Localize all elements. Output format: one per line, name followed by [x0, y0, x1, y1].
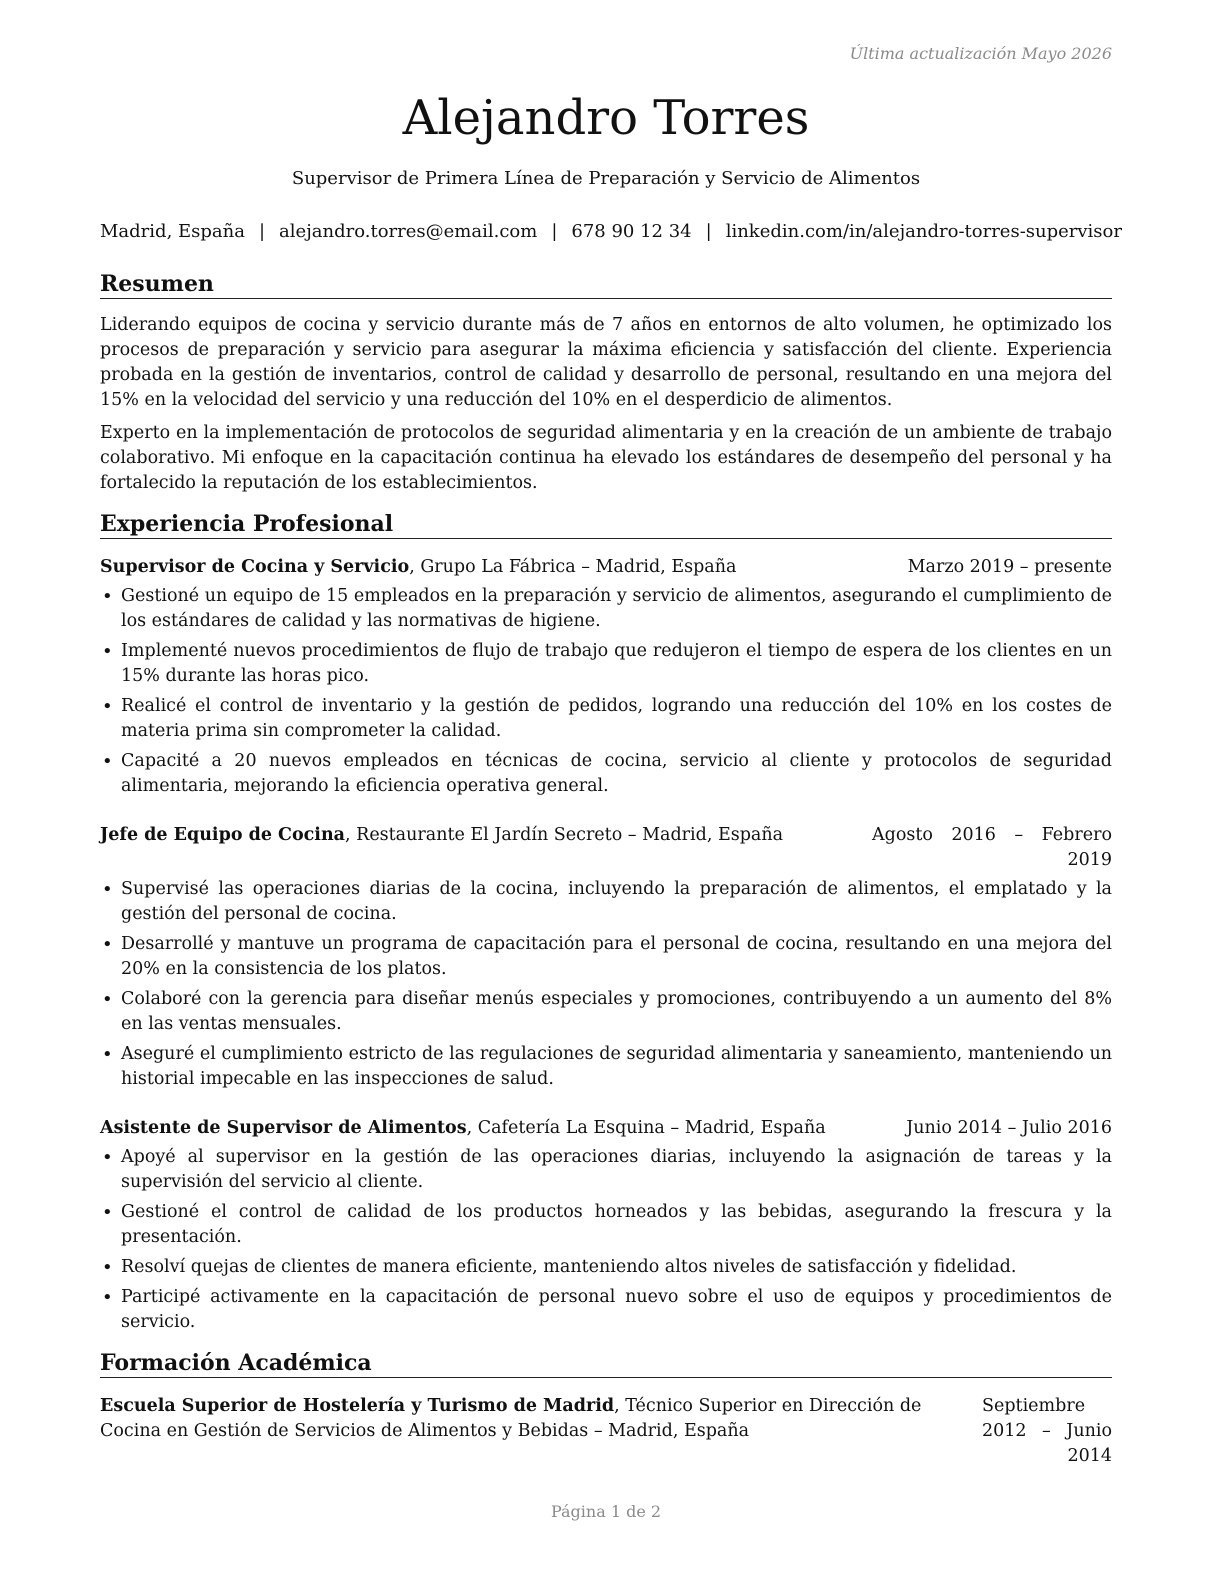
- resume-content: [100, 270, 1112, 1483]
- education-section: [100, 1349, 1112, 1469]
- job-company: , Grupo La Fábrica – Madrid, España: [409, 557, 737, 577]
- job-header: [100, 555, 1112, 580]
- job-bullet: • Gestioné un equipo de 15 empleados en la preparación y servicio de alimentos, asegurando el cumplimiento de los estándares de calidad y las normativas de higiene.: [100, 584, 1112, 634]
- job-bullet: • Implementé nuevos procedimientos de flujo de trabajo que redujeron el tiempo de espera de los clientes en un 15% durante las horas pico.: [100, 639, 1112, 689]
- summary-heading: Resumen: [100, 270, 1112, 299]
- contact-separator: |: [258, 221, 266, 242]
- job-role: Asistente de Supervisor de Alimentos: [100, 1118, 467, 1138]
- job-entry: [100, 555, 1112, 799]
- job-dates: Agosto 2016 – Febrero 2019: [872, 825, 1112, 870]
- job-role: Supervisor de Cocina y Servicio: [100, 557, 410, 577]
- job-title-line: [100, 555, 908, 580]
- summary-paragraph: Experto en la implementación de protocolos de seguridad alimentaria y en la creación de un ambiente de trabajo colaborativo. Mi enfoque en la capacitación continua ha elevado los estándares de desempeño del personal y ha fortalecido la reputación de los establecimientos.: [100, 423, 1112, 493]
- page-number: Página 1 de 2: [550, 1502, 662, 1521]
- job-bullets: [100, 877, 1112, 1092]
- contact-location: Madrid, España: [100, 221, 245, 242]
- job-bullet: • Aseguré el cumplimiento estricto de las regulaciones de seguridad alimentaria y saneamiento, manteniendo un historial impecable en las inspecciones de salud.: [100, 1042, 1112, 1092]
- candidate-name: Alejandro Torres: [402, 90, 810, 146]
- job-header: [100, 1116, 1112, 1141]
- job-role: Jefe de Equipo de Cocina: [100, 825, 346, 845]
- job-dates: Marzo 2019 – presente: [907, 557, 1112, 577]
- last-updated: Última actualización Mayo 2026: [849, 44, 1112, 63]
- job-entry: [100, 823, 1112, 1092]
- education-entry: [100, 1394, 1112, 1469]
- job-dates: Junio 2014 – Julio 2016: [906, 1118, 1112, 1138]
- job-bullet: • Colaboré con la gerencia para diseñar menús especiales y promociones, contribuyendo a un aumento del 8% en las ventas mensuales.: [100, 987, 1112, 1037]
- job-title-line: [100, 1116, 906, 1141]
- experience-section: [100, 510, 1112, 1335]
- education-school: Escuela Superior de Hostelería y Turismo de Madrid: [100, 1396, 615, 1416]
- job-bullets: [100, 1145, 1112, 1335]
- job-bullet: • Realicé el control de inventario y la gestión de pedidos, logrando una reducción del 10% en los costes de materia prima sin comprometer la calidad.: [100, 694, 1112, 744]
- candidate-title: Supervisor de Primera Línea de Preparación y Servicio de Alimentos: [291, 168, 921, 189]
- experience-heading: Experiencia Profesional: [100, 510, 1112, 539]
- job-bullet: • Capacité a 20 nuevos empleados en técnicas de cocina, servicio al cliente y protocolos de seguridad alimentaria, mejorando la eficiencia operativa general.: [100, 749, 1112, 799]
- contact-phone[interactable]: 678 90 12 34: [571, 221, 692, 242]
- contact-separator: |: [551, 221, 558, 242]
- job-header: [100, 823, 1112, 873]
- contact-separator: |: [705, 221, 712, 242]
- job-entry: [100, 1116, 1112, 1335]
- job-bullet: • Resolví quejas de clientes de manera eficiente, manteniendo altos niveles de satisfacción y fidelidad.: [100, 1255, 1112, 1280]
- education-detail: , Técnico Superior en Dirección de Cocina en Gestión de Servicios de Alimentos y Bebidas – Madrid, España: [100, 1396, 922, 1441]
- education-heading: Formación Académica: [100, 1349, 1112, 1378]
- contact-email[interactable]: alejandro.torres@email.com: [279, 221, 538, 242]
- contact-line: [100, 218, 1122, 246]
- job-company: , Cafetería La Esquina – Madrid, España: [466, 1118, 826, 1138]
- job-bullet: • Desarrollé y mantuve un programa de capacitación para el personal de cocina, resultando en una mejora del 20% en la consistencia de los platos.: [100, 932, 1112, 982]
- job-bullet: • Gestioné el control de calidad de los productos horneados y las bebidas, asegurando la frescura y la presentación.: [100, 1200, 1112, 1250]
- education-title-line: [100, 1394, 980, 1444]
- summary-section: [100, 270, 1112, 496]
- summary-paragraph: Liderando equipos de cocina y servicio durante más de 7 años en entornos de alto volumen, he optimizado los procesos de preparación y servicio para asegurar la máxima eficiencia y satisfacción del cliente. Experiencia probada en la gestión de inventarios, control de calidad y desarrollo de personal, resultando en una mejora del 15% en la velocidad del servicio y una reducción del 10% en el desperdicio de alimentos.: [100, 315, 1112, 410]
- job-title-line: [100, 823, 872, 848]
- contact-linkedin[interactable]: linkedin.com/in/alejandro-torres-supervisor: [725, 221, 1122, 242]
- job-bullet: • Apoyé al supervisor en la gestión de las operaciones diarias, incluyendo la asignación de tareas y la supervisión del servicio al cliente.: [100, 1145, 1112, 1195]
- job-bullets: [100, 584, 1112, 799]
- job-bullet: • Supervisé las operaciones diarias de la cocina, incluyendo la preparación de alimentos, el emplatado y la gestión del personal de cocina.: [100, 877, 1112, 927]
- education-dates: Septiembre 2012 – Junio 2014: [982, 1396, 1112, 1466]
- job-company: , Restaurante El Jardín Secreto – Madrid, España: [345, 825, 784, 845]
- job-bullet: • Participé activamente en la capacitación de personal nuevo sobre el uso de equipos y procedimientos de servicio.: [100, 1285, 1112, 1335]
